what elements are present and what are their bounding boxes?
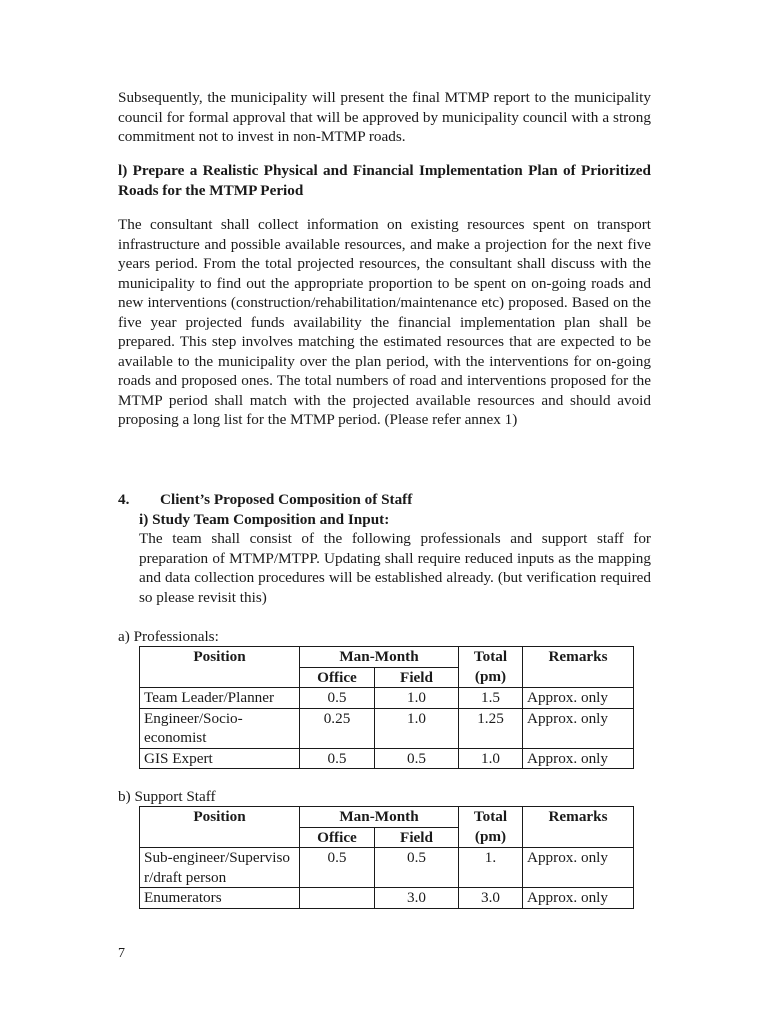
support-staff-label: b) Support Staff (118, 788, 216, 805)
page-number: 7 (118, 946, 125, 961)
header-field: Field (375, 667, 459, 688)
total-cell: 1.0 (459, 748, 523, 769)
position-cell: Sub-engineer/Supervisor/draft person (140, 848, 300, 888)
position-cell: Engineer/Socio-economist (140, 708, 300, 748)
office-cell (300, 888, 375, 909)
header-office: Office (300, 827, 375, 848)
position-cell: Enumerators (140, 888, 300, 909)
table-row (140, 748, 634, 769)
table-header-row (140, 647, 634, 668)
remarks-cell: Approx. only (523, 888, 634, 909)
field-cell: 1.0 (375, 688, 459, 709)
office-cell: 0.25 (300, 708, 375, 748)
table-header-row (140, 807, 634, 828)
header-total: Total (pm) (459, 807, 523, 848)
support-staff-table (139, 806, 634, 909)
header-position: Position (140, 807, 300, 848)
section-l-body: The consultant shall collect information on existing resources spent on transport infrastructure and possible available resources, and make a projection for the next five years period. From the total projected resources, the consultant shall discuss with the municipality to find out the appropriate proportion to be spent on on-going roads and new interventions (construction/rehabilitation/maintenance etc) proposed. Based on the five year projected funds availability the financial implementation plan shall be prepared. This step involves matching the estimated resources that are expected to be available to the municipality over the plan period, with the interventions for on-going roads and proposed ones. The total numbers of road and interventions proposed for the MTMP period shall match with the projected available resources and should avoid proposing a long list for the MTMP period. (Please refer annex 1) (118, 216, 651, 428)
intro-paragraph: Subsequently, the municipality will present the final MTMP report to the municipality council for formal approval that will be approved by municipality council with a strong commitment not to invest in non-MTMP roads. (118, 89, 651, 145)
position-cell: GIS Expert (140, 748, 300, 769)
remarks-cell: Approx. only (523, 748, 634, 769)
section-4-subtitle: i) Study Team Composition and Input: (139, 511, 390, 528)
section-4-title: Client’s Proposed Composition of Staff (160, 491, 413, 508)
header-remarks: Remarks (523, 807, 634, 848)
section-4-number: 4. (118, 491, 130, 508)
header-man-month: Man-Month (300, 647, 459, 668)
table-row (140, 708, 634, 748)
remarks-cell: Approx. only (523, 848, 634, 888)
professionals-table (139, 646, 634, 769)
field-cell: 3.0 (375, 888, 459, 909)
header-office: Office (300, 667, 375, 688)
total-cell: 3.0 (459, 888, 523, 909)
position-cell: Team Leader/Planner (140, 688, 300, 709)
table-row (140, 888, 634, 909)
section-l-heading: l) Prepare a Realistic Physical and Financial Implementation Plan of Prioritized Roads for the MTMP Period (118, 162, 651, 199)
header-total: Total (pm) (459, 647, 523, 688)
field-cell: 0.5 (375, 848, 459, 888)
field-cell: 0.5 (375, 748, 459, 769)
header-man-month: Man-Month (300, 807, 459, 828)
section-4-body: The team shall consist of the following professionals and support staff for preparation of MTMP/MTPP. Updating shall require reduced inputs as the mapping and data collection procedures will be established already. (but verification required so please revisit this) (139, 530, 651, 606)
header-remarks: Remarks (523, 647, 634, 688)
office-cell: 0.5 (300, 848, 375, 888)
table-row (140, 848, 634, 888)
table-row (140, 688, 634, 709)
office-cell: 0.5 (300, 688, 375, 709)
total-cell: 1. (459, 848, 523, 888)
header-position: Position (140, 647, 300, 688)
total-cell: 1.25 (459, 708, 523, 748)
field-cell: 1.0 (375, 708, 459, 748)
professionals-label: a) Professionals: (118, 628, 219, 645)
total-cell: 1.5 (459, 688, 523, 709)
remarks-cell: Approx. only (523, 688, 634, 709)
header-field: Field (375, 827, 459, 848)
office-cell: 0.5 (300, 748, 375, 769)
remarks-cell: Approx. only (523, 708, 634, 748)
